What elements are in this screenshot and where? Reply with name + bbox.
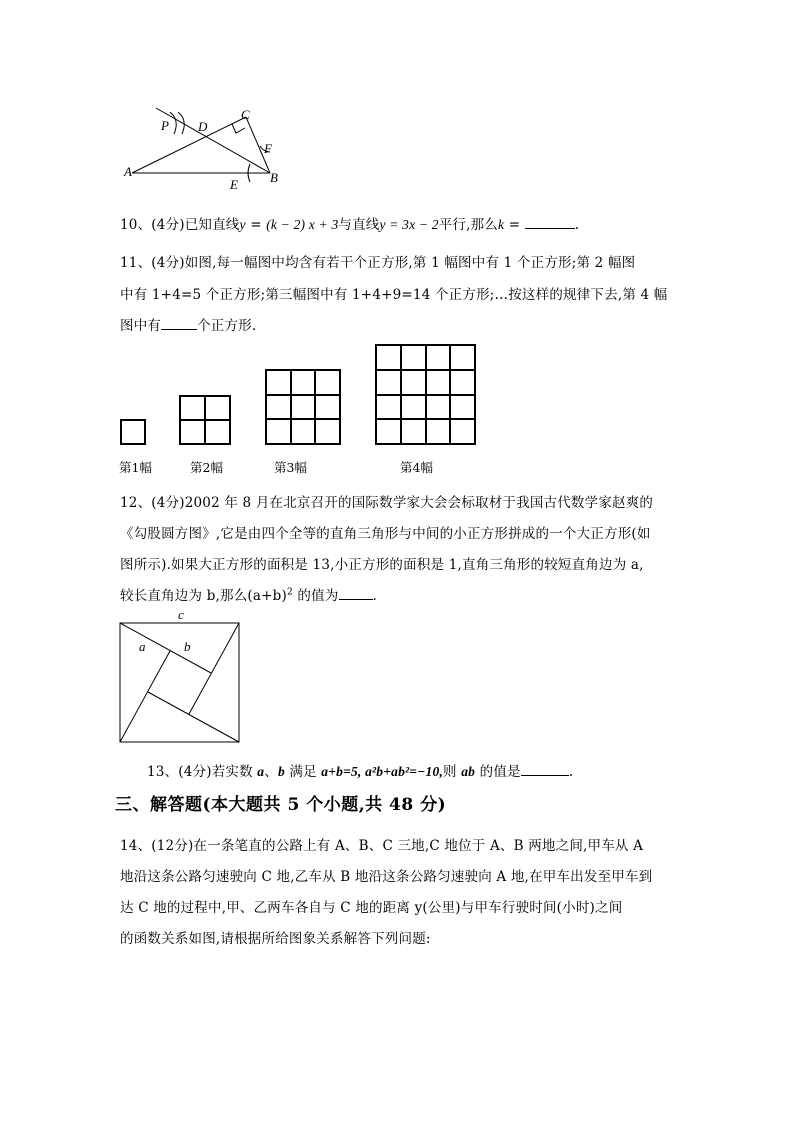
grid-figure-3 [265, 369, 341, 445]
right-angle-mark [232, 124, 245, 133]
answer-blank-10[interactable] [525, 216, 575, 229]
question-14-line2: 地沿这条公路匀速驶向 C 地,乙车从 B 地沿这条公路匀速驶向 A 地,在甲车出发至甲车到 [120, 869, 653, 885]
question-12-line3: 图所示).如果大正方形的面积是 13,小正方形的面积是 1,直角三角形的较短直角边为 a, [120, 557, 644, 573]
label-D: D [198, 119, 208, 134]
grid-figure-1 [120, 419, 146, 445]
question-12-line1: 12、(4分)2002 年 8 月在北京召开的国际数学家大会会标取材于我国古代数学家赵爽的 [120, 495, 654, 511]
question-14-line1: 14、(12分)在一条笔直的公路上有 A、B、C 三地,C 地位于 A、B 两地之间,甲车从 A [120, 838, 644, 854]
label-P: P [161, 118, 169, 133]
answer-blank-12[interactable] [339, 587, 373, 600]
question-14-line4: 的函数关系如图,请根据所给图象关系解答下列问题: [120, 931, 431, 947]
triangle-construction-figure [118, 100, 288, 195]
answer-blank-11[interactable] [161, 317, 197, 330]
label-F: F [264, 141, 272, 156]
label-A: A [124, 164, 132, 179]
caption-figure-4: 第4幅 [400, 460, 433, 475]
label-E: E [230, 177, 238, 192]
arc-P [170, 112, 176, 134]
line-PB [156, 108, 270, 173]
question-10: 10、(4分)已知直线y = (k − 2) x + 3与直线y = 3x − 2平行,那么k = . [120, 217, 580, 233]
zhao-shuang-figure [119, 622, 241, 744]
grid-figure-2 [179, 395, 231, 445]
question-13: 13、(4分)若实数 a、b 满足 a+b=5, a²b+ab²=−10,则 ab 的值是 . [147, 764, 574, 780]
question-14-line3: 达 C 地的过程中,甲、乙两车各自与 C 地的距离 y(公里)与甲车行驶时间(小时)之间 [120, 900, 623, 916]
question-11-line3: 图中有 个正方形. [120, 318, 257, 334]
section-3-title: 三、解答题(本大题共 5 个小题,共 48 分) [115, 795, 447, 815]
label-c: c [178, 607, 184, 622]
label-C: C [241, 107, 250, 122]
label-b: b [184, 639, 191, 654]
question-11-line2: 中有 1+4=5 个正方形;第三幅图中有 1+4+9=14 个正方形;…按这样的规律下去,第 4 幅 [120, 287, 668, 303]
caption-figure-1: 第1幅 [119, 460, 152, 475]
question-12-line2: 《勾股圆方图》,它是由四个全等的直角三角形与中间的小正方形拼成的一个大正方形(如 [120, 526, 651, 542]
grid-figure-4 [375, 344, 476, 445]
label-B: B [270, 170, 278, 185]
question-12-line4: 较长直角边为 b,那么$(a+b)^2$ 的值为 . [120, 587, 377, 604]
segment-AC [132, 117, 246, 173]
answer-blank-13[interactable] [521, 763, 569, 776]
caption-figure-2: 第2幅 [190, 460, 223, 475]
question-11-line1: 11、(4分)如图,每一幅图中均含有若干个正方形,第 1 幅图中有 1 个正方形;第 2 幅图 [120, 255, 636, 271]
caption-figure-3: 第3幅 [274, 460, 307, 475]
label-a: a [139, 639, 146, 654]
